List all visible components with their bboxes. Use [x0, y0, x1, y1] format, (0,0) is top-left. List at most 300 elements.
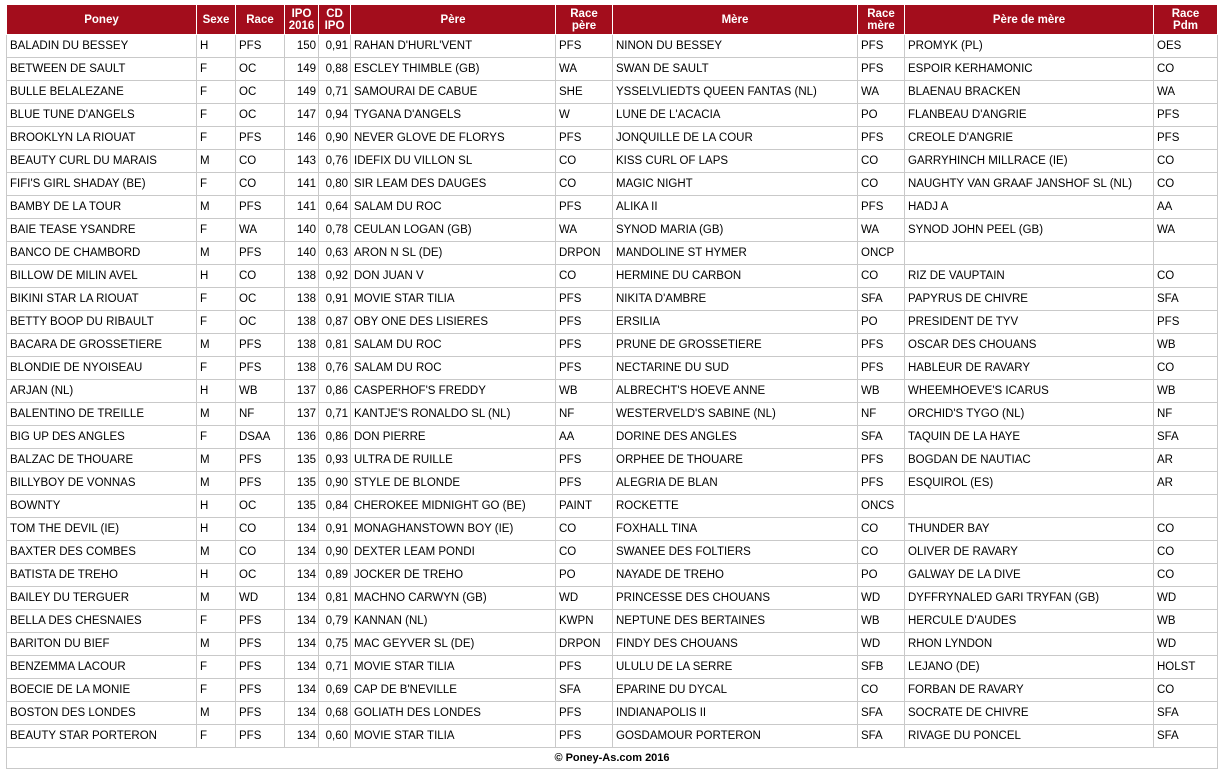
- cell-cd-ipo: 0,91: [319, 35, 351, 58]
- cell-cd-ipo: 0,84: [319, 495, 351, 518]
- cell-pere-de-mere: ESPOIR KERHAMONIC: [905, 58, 1154, 81]
- cell-pere: SAMOURAI DE CABUE: [351, 81, 556, 104]
- cell-race-pdm: PFS: [1154, 127, 1218, 150]
- cell-mere: FOXHALL TINA: [613, 518, 858, 541]
- cell-race-mere: PO: [858, 564, 905, 587]
- cell-pere-de-mere: HABLEUR DE RAVARY: [905, 357, 1154, 380]
- cell-race-pdm: [1154, 242, 1218, 265]
- cell-race: WB: [236, 380, 285, 403]
- cell-pere-de-mere: GARRYHINCH MILLRACE (IE): [905, 150, 1154, 173]
- cell-pere: MONAGHANSTOWN BOY (IE): [351, 518, 556, 541]
- cell-race: PFS: [236, 702, 285, 725]
- cell-race-pere: WB: [556, 380, 613, 403]
- cell-poney: BETWEEN DE SAULT: [7, 58, 197, 81]
- cell-race: OC: [236, 564, 285, 587]
- cell-pere: JOCKER DE TREHO: [351, 564, 556, 587]
- cell-race-pere: PFS: [556, 357, 613, 380]
- cell-ipo-2016: 134: [285, 564, 319, 587]
- cell-pere-de-mere: FORBAN DE RAVARY: [905, 679, 1154, 702]
- cell-race: PFS: [236, 196, 285, 219]
- cell-cd-ipo: 0,63: [319, 242, 351, 265]
- cell-ipo-2016: 143: [285, 150, 319, 173]
- cell-race: OC: [236, 104, 285, 127]
- cell-ipo-2016: 134: [285, 518, 319, 541]
- cell-mere: PRUNE DE GROSSETIERE: [613, 334, 858, 357]
- cell-mere: MANDOLINE ST HYMER: [613, 242, 858, 265]
- cell-pere: SALAM DU ROC: [351, 334, 556, 357]
- header-mere[interactable]: Mère: [613, 5, 858, 35]
- cell-race-pere: PO: [556, 564, 613, 587]
- cell-race-pdm: AR: [1154, 472, 1218, 495]
- cell-pere: SALAM DU ROC: [351, 196, 556, 219]
- cell-ipo-2016: 140: [285, 219, 319, 242]
- cell-mere: NINON DU BESSEY: [613, 35, 858, 58]
- cell-cd-ipo: 0,90: [319, 472, 351, 495]
- cell-mere: NECTARINE DU SUD: [613, 357, 858, 380]
- cell-mere: ERSILIA: [613, 311, 858, 334]
- cell-sexe: F: [197, 104, 236, 127]
- header-pere[interactable]: Père: [351, 5, 556, 35]
- cell-pere-de-mere: OSCAR DES CHOUANS: [905, 334, 1154, 357]
- cell-race-mere: SFA: [858, 288, 905, 311]
- cell-race-pdm: CO: [1154, 150, 1218, 173]
- table-body: [7, 35, 1218, 748]
- cell-pere-de-mere: RIVAGE DU PONCEL: [905, 725, 1154, 748]
- cell-cd-ipo: 0,86: [319, 380, 351, 403]
- cell-pere-de-mere: GALWAY DE LA DIVE: [905, 564, 1154, 587]
- cell-cd-ipo: 0,80: [319, 173, 351, 196]
- cell-race: CO: [236, 150, 285, 173]
- table-row: [7, 426, 1218, 449]
- cell-race-mere: SFA: [858, 426, 905, 449]
- cell-poney: BAMBY DE LA TOUR: [7, 196, 197, 219]
- cell-cd-ipo: 0,69: [319, 679, 351, 702]
- table-row: [7, 334, 1218, 357]
- cell-race-pere: KWPN: [556, 610, 613, 633]
- cell-mere: NAYADE DE TREHO: [613, 564, 858, 587]
- table-row: [7, 472, 1218, 495]
- header-row: [7, 5, 1218, 35]
- table-row: [7, 564, 1218, 587]
- cell-race-mere: CO: [858, 173, 905, 196]
- cell-ipo-2016: 134: [285, 702, 319, 725]
- cell-race-mere: PO: [858, 104, 905, 127]
- cell-mere: INDIANAPOLIS II: [613, 702, 858, 725]
- cell-ipo-2016: 134: [285, 656, 319, 679]
- cell-ipo-2016: 138: [285, 265, 319, 288]
- cell-sexe: M: [197, 702, 236, 725]
- cell-race-pere: PFS: [556, 449, 613, 472]
- cell-poney: BIG UP DES ANGLES: [7, 426, 197, 449]
- cell-race: PFS: [236, 725, 285, 748]
- cell-race-pdm: CO: [1154, 58, 1218, 81]
- cell-cd-ipo: 0,68: [319, 702, 351, 725]
- cell-pere-de-mere: PROMYK (PL): [905, 35, 1154, 58]
- table-row: [7, 81, 1218, 104]
- cell-race-pdm: SFA: [1154, 725, 1218, 748]
- cell-sexe: F: [197, 610, 236, 633]
- cell-race: PFS: [236, 127, 285, 150]
- cell-race-pdm: AA: [1154, 196, 1218, 219]
- table-row: [7, 288, 1218, 311]
- cell-sexe: M: [197, 472, 236, 495]
- cell-cd-ipo: 0,75: [319, 633, 351, 656]
- cell-pere-de-mere: SOCRATE DE CHIVRE: [905, 702, 1154, 725]
- cell-pere-de-mere: BOGDAN DE NAUTIAC: [905, 449, 1154, 472]
- cell-cd-ipo: 0,71: [319, 81, 351, 104]
- cell-ipo-2016: 140: [285, 242, 319, 265]
- cell-race-pere: PAINT: [556, 495, 613, 518]
- cell-mere: ALEGRIA DE BLAN: [613, 472, 858, 495]
- cell-race-mere: PFS: [858, 472, 905, 495]
- cell-pere: DON JUAN V: [351, 265, 556, 288]
- cell-mere: LUNE DE L'ACACIA: [613, 104, 858, 127]
- cell-ipo-2016: 150: [285, 35, 319, 58]
- header-race-mere[interactable]: Race mère: [858, 5, 905, 35]
- cell-ipo-2016: 138: [285, 357, 319, 380]
- cell-race-mere: PFS: [858, 196, 905, 219]
- cell-pere: GOLIATH DES LONDES: [351, 702, 556, 725]
- table-row: [7, 127, 1218, 150]
- cell-pere: SIR LEAM DES DAUGES: [351, 173, 556, 196]
- header-race-pere[interactable]: Race père: [556, 5, 613, 35]
- cell-poney: BATISTA DE TREHO: [7, 564, 197, 587]
- header-pere-de-mere[interactable]: Père de mère: [905, 5, 1154, 35]
- cell-ipo-2016: 134: [285, 725, 319, 748]
- table-row: [7, 104, 1218, 127]
- cell-mere: HERMINE DU CARBON: [613, 265, 858, 288]
- cell-pere: ARON N SL (DE): [351, 242, 556, 265]
- cell-race-mere: CO: [858, 150, 905, 173]
- cell-poney: BALENTINO DE TREILLE: [7, 403, 197, 426]
- cell-ipo-2016: 147: [285, 104, 319, 127]
- cell-race-pdm: HOLST: [1154, 656, 1218, 679]
- cell-ipo-2016: 135: [285, 495, 319, 518]
- cell-poney: FIFI'S GIRL SHADAY (BE): [7, 173, 197, 196]
- cell-cd-ipo: 0,88: [319, 58, 351, 81]
- cell-cd-ipo: 0,76: [319, 150, 351, 173]
- cell-race-pdm: WA: [1154, 81, 1218, 104]
- cell-mere: NEPTUNE DES BERTAINES: [613, 610, 858, 633]
- footer-row: [7, 748, 1218, 769]
- cell-mere: EPARINE DU DYCAL: [613, 679, 858, 702]
- cell-sexe: M: [197, 633, 236, 656]
- cell-pere-de-mere: LEJANO (DE): [905, 656, 1154, 679]
- cell-sexe: F: [197, 357, 236, 380]
- cell-sexe: H: [197, 265, 236, 288]
- cell-pere: KANNAN (NL): [351, 610, 556, 633]
- cell-race: PFS: [236, 656, 285, 679]
- cell-race-pere: WA: [556, 58, 613, 81]
- cell-race-pere: WA: [556, 219, 613, 242]
- cell-race-pere: CO: [556, 518, 613, 541]
- cell-mere: SYNOD MARIA (GB): [613, 219, 858, 242]
- cell-cd-ipo: 0,76: [319, 357, 351, 380]
- copyright-footer: © Poney-As.com 2016: [7, 748, 1218, 769]
- cell-poney: BROOKLYN LA RIOUAT: [7, 127, 197, 150]
- cell-race-mere: PFS: [858, 35, 905, 58]
- cell-cd-ipo: 0,81: [319, 334, 351, 357]
- cell-pere-de-mere: DYFFRYNALED GARI TRYFAN (GB): [905, 587, 1154, 610]
- cell-mere: JONQUILLE DE LA COUR: [613, 127, 858, 150]
- cell-pere-de-mere: THUNDER BAY: [905, 518, 1154, 541]
- cell-race: PFS: [236, 610, 285, 633]
- cell-pere: STYLE DE BLONDE: [351, 472, 556, 495]
- cell-ipo-2016: 134: [285, 541, 319, 564]
- cell-cd-ipo: 0,94: [319, 104, 351, 127]
- cell-race: PFS: [236, 357, 285, 380]
- cell-race-pdm: SFA: [1154, 426, 1218, 449]
- table-row: [7, 150, 1218, 173]
- cell-race-pere: SHE: [556, 81, 613, 104]
- cell-poney: BLUE TUNE D'ANGELS: [7, 104, 197, 127]
- cell-race: OC: [236, 81, 285, 104]
- cell-pere-de-mere: TAQUIN DE LA HAYE: [905, 426, 1154, 449]
- header-cd-ipo[interactable]: CD IPO: [319, 5, 351, 35]
- table-row: [7, 702, 1218, 725]
- cell-poney: BOECIE DE LA MONIE: [7, 679, 197, 702]
- cell-pere: IDEFIX DU VILLON SL: [351, 150, 556, 173]
- cell-poney: BALZAC DE THOUARE: [7, 449, 197, 472]
- cell-race: PFS: [236, 472, 285, 495]
- cell-pere: MACHNO CARWYN (GB): [351, 587, 556, 610]
- cell-ipo-2016: 137: [285, 380, 319, 403]
- cell-pere: NEVER GLOVE DE FLORYS: [351, 127, 556, 150]
- cell-poney: BEAUTY STAR PORTERON: [7, 725, 197, 748]
- cell-cd-ipo: 0,71: [319, 656, 351, 679]
- cell-race-mere: WA: [858, 219, 905, 242]
- table-row: [7, 541, 1218, 564]
- cell-race-mere: WD: [858, 633, 905, 656]
- cell-cd-ipo: 0,87: [319, 311, 351, 334]
- cell-pere-de-mere: PAPYRUS DE CHIVRE: [905, 288, 1154, 311]
- cell-mere: DORINE DES ANGLES: [613, 426, 858, 449]
- cell-race: WD: [236, 587, 285, 610]
- cell-race-pere: PFS: [556, 288, 613, 311]
- cell-sexe: F: [197, 58, 236, 81]
- cell-pere-de-mere: [905, 242, 1154, 265]
- table-row: [7, 58, 1218, 81]
- cell-mere: NIKITA D'AMBRE: [613, 288, 858, 311]
- cell-race-pdm: NF: [1154, 403, 1218, 426]
- cell-ipo-2016: 135: [285, 449, 319, 472]
- cell-poney: BILLYBOY DE VONNAS: [7, 472, 197, 495]
- cell-cd-ipo: 0,89: [319, 564, 351, 587]
- cell-poney: BENZEMMA LACOUR: [7, 656, 197, 679]
- cell-sexe: M: [197, 196, 236, 219]
- table-row: [7, 633, 1218, 656]
- cell-pere-de-mere: SYNOD JOHN PEEL (GB): [905, 219, 1154, 242]
- cell-race: OC: [236, 495, 285, 518]
- cell-mere: YSSELVLIEDTS QUEEN FANTAS (NL): [613, 81, 858, 104]
- cell-race-pdm: WD: [1154, 633, 1218, 656]
- cell-race-mere: CO: [858, 679, 905, 702]
- cell-race-mere: ONCP: [858, 242, 905, 265]
- cell-race: PFS: [236, 242, 285, 265]
- cell-mere: WESTERVELD'S SABINE (NL): [613, 403, 858, 426]
- cell-cd-ipo: 0,64: [319, 196, 351, 219]
- cell-ipo-2016: 138: [285, 311, 319, 334]
- cell-cd-ipo: 0,79: [319, 610, 351, 633]
- cell-pere-de-mere: HERCULE D'AUDES: [905, 610, 1154, 633]
- table-row: [7, 311, 1218, 334]
- cell-race-pere: PFS: [556, 311, 613, 334]
- cell-poney: BIKINI STAR LA RIOUAT: [7, 288, 197, 311]
- cell-poney: BULLE BELALEZANE: [7, 81, 197, 104]
- cell-pere: DEXTER LEAM PONDI: [351, 541, 556, 564]
- cell-race: OC: [236, 288, 285, 311]
- cell-sexe: M: [197, 449, 236, 472]
- cell-mere: ALBRECHT'S HOEVE ANNE: [613, 380, 858, 403]
- cell-poney: BOSTON DES LONDES: [7, 702, 197, 725]
- cell-pere: MOVIE STAR TILIA: [351, 656, 556, 679]
- cell-race-mere: SFA: [858, 702, 905, 725]
- cell-sexe: M: [197, 242, 236, 265]
- cell-ipo-2016: 146: [285, 127, 319, 150]
- cell-sexe: F: [197, 81, 236, 104]
- cell-pere: TYGANA D'ANGELS: [351, 104, 556, 127]
- cell-pere: ULTRA DE RUILLE: [351, 449, 556, 472]
- cell-pere: RAHAN D'HURL'VENT: [351, 35, 556, 58]
- cell-sexe: H: [197, 564, 236, 587]
- cell-ipo-2016: 134: [285, 587, 319, 610]
- cell-mere: ORPHEE DE THOUARE: [613, 449, 858, 472]
- cell-race: PFS: [236, 449, 285, 472]
- table-row: [7, 380, 1218, 403]
- cell-sexe: M: [197, 541, 236, 564]
- cell-pere-de-mere: CREOLE D'ANGRIE: [905, 127, 1154, 150]
- cell-sexe: F: [197, 219, 236, 242]
- cell-poney: BOWNTY: [7, 495, 197, 518]
- cell-race: PFS: [236, 679, 285, 702]
- cell-race-pdm: SFA: [1154, 702, 1218, 725]
- cell-race-pdm: CO: [1154, 541, 1218, 564]
- cell-poney: BARITON DU BIEF: [7, 633, 197, 656]
- cell-race-pere: PFS: [556, 702, 613, 725]
- table-container: [6, 4, 1217, 769]
- cell-race: OC: [236, 58, 285, 81]
- cell-pere: MOVIE STAR TILIA: [351, 725, 556, 748]
- cell-mere: ROCKETTE: [613, 495, 858, 518]
- cell-mere: FINDY DES CHOUANS: [613, 633, 858, 656]
- cell-race-pere: AA: [556, 426, 613, 449]
- cell-race: PFS: [236, 334, 285, 357]
- cell-pere: CEULAN LOGAN (GB): [351, 219, 556, 242]
- table-row: [7, 403, 1218, 426]
- cell-poney: BACARA DE GROSSETIERE: [7, 334, 197, 357]
- header-race-pdm[interactable]: Race Pdm: [1154, 5, 1218, 35]
- cell-race-mere: WA: [858, 81, 905, 104]
- table-row: [7, 679, 1218, 702]
- cell-race-pere: CO: [556, 265, 613, 288]
- cell-race-mere: SFB: [858, 656, 905, 679]
- table-row: [7, 242, 1218, 265]
- cell-race-mere: WD: [858, 587, 905, 610]
- cell-sexe: H: [197, 35, 236, 58]
- cell-cd-ipo: 0,86: [319, 426, 351, 449]
- cell-mere: ALIKA II: [613, 196, 858, 219]
- cell-cd-ipo: 0,60: [319, 725, 351, 748]
- cell-pere: CHEROKEE MIDNIGHT GO (BE): [351, 495, 556, 518]
- cell-mere: SWAN DE SAULT: [613, 58, 858, 81]
- header-sexe[interactable]: Sexe: [197, 5, 236, 35]
- cell-poney: BELLA DES CHESNAIES: [7, 610, 197, 633]
- cell-sexe: F: [197, 127, 236, 150]
- cell-sexe: F: [197, 311, 236, 334]
- cell-race: CO: [236, 518, 285, 541]
- cell-race-mere: WB: [858, 380, 905, 403]
- cell-race: CO: [236, 541, 285, 564]
- cell-pere: MOVIE STAR TILIA: [351, 288, 556, 311]
- cell-pere: CAP DE B'NEVILLE: [351, 679, 556, 702]
- cell-pere: MAC GEYVER SL (DE): [351, 633, 556, 656]
- cell-poney: BILLOW DE MILIN AVEL: [7, 265, 197, 288]
- cell-race-pdm: PFS: [1154, 311, 1218, 334]
- cell-pere: SALAM DU ROC: [351, 357, 556, 380]
- cell-pere-de-mere: RHON LYNDON: [905, 633, 1154, 656]
- cell-sexe: M: [197, 587, 236, 610]
- cell-pere: CASPERHOF'S FREDDY: [351, 380, 556, 403]
- cell-race: DSAA: [236, 426, 285, 449]
- cell-race-mere: PFS: [858, 357, 905, 380]
- header-ipo-2016[interactable]: IPO 2016: [285, 5, 319, 35]
- cell-race-pere: NF: [556, 403, 613, 426]
- cell-ipo-2016: 134: [285, 610, 319, 633]
- cell-cd-ipo: 0,93: [319, 449, 351, 472]
- cell-race-pdm: AR: [1154, 449, 1218, 472]
- cell-mere: PRINCESSE DES CHOUANS: [613, 587, 858, 610]
- cell-race-pere: SFA: [556, 679, 613, 702]
- cell-race: WA: [236, 219, 285, 242]
- table-row: [7, 357, 1218, 380]
- cell-race-pdm: [1154, 495, 1218, 518]
- cell-race-pdm: CO: [1154, 265, 1218, 288]
- table-row: [7, 656, 1218, 679]
- cell-mere: ULULU DE LA SERRE: [613, 656, 858, 679]
- cell-mere: KISS CURL OF LAPS: [613, 150, 858, 173]
- cell-race-pere: W: [556, 104, 613, 127]
- cell-race-pdm: WD: [1154, 587, 1218, 610]
- cell-race-pere: WD: [556, 587, 613, 610]
- cell-poney: BEAUTY CURL DU MARAIS: [7, 150, 197, 173]
- cell-sexe: M: [197, 403, 236, 426]
- cell-ipo-2016: 135: [285, 472, 319, 495]
- cell-sexe: M: [197, 150, 236, 173]
- cell-race-mere: PFS: [858, 58, 905, 81]
- cell-pere-de-mere: BLAENAU BRACKEN: [905, 81, 1154, 104]
- cell-pere: ESCLEY THIMBLE (GB): [351, 58, 556, 81]
- cell-race-mere: PO: [858, 311, 905, 334]
- cell-race-mere: PFS: [858, 127, 905, 150]
- cell-sexe: F: [197, 656, 236, 679]
- cell-race: NF: [236, 403, 285, 426]
- cell-sexe: F: [197, 288, 236, 311]
- table-row: [7, 725, 1218, 748]
- cell-pere-de-mere: PRESIDENT DE TYV: [905, 311, 1154, 334]
- cell-race-pdm: WB: [1154, 380, 1218, 403]
- cell-sexe: F: [197, 426, 236, 449]
- header-poney[interactable]: Poney: [7, 5, 197, 35]
- cell-race: OC: [236, 311, 285, 334]
- cell-ipo-2016: 137: [285, 403, 319, 426]
- header-race[interactable]: Race: [236, 5, 285, 35]
- cell-poney: BAXTER DES COMBES: [7, 541, 197, 564]
- table-row: [7, 610, 1218, 633]
- cell-race-pere: PFS: [556, 127, 613, 150]
- cell-pere-de-mere: WHEEMHOEVE'S ICARUS: [905, 380, 1154, 403]
- cell-sexe: F: [197, 679, 236, 702]
- cell-poney: BAILEY DU TERGUER: [7, 587, 197, 610]
